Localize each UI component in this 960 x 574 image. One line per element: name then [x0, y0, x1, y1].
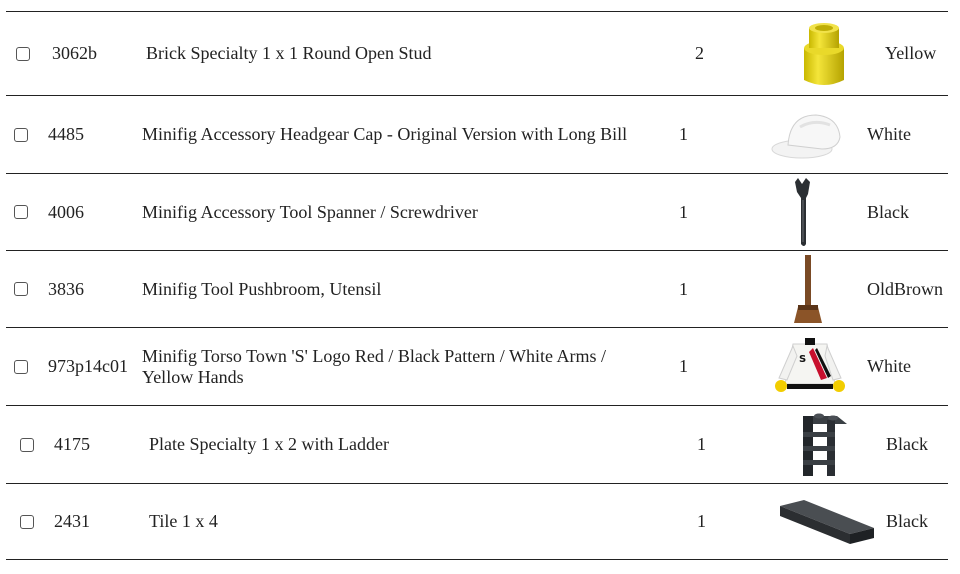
part-name: Plate Specialty 1 x 2 with Ladder [149, 434, 389, 454]
spanner-icon [782, 174, 826, 250]
pushbroom-icon [788, 251, 828, 327]
part-name: Minifig Tool Pushbroom, Utensil [142, 278, 382, 299]
part-id: 973p14c01 [48, 356, 128, 376]
part-name: Brick Specialty 1 x 1 Round Open Stud [146, 43, 432, 63]
table-row [6, 250, 948, 327]
row-checkbox[interactable] [14, 282, 28, 296]
row-checkbox[interactable] [14, 360, 28, 374]
tile-icon [772, 484, 880, 559]
table-row [6, 95, 948, 173]
ladder-plate-icon [790, 406, 856, 483]
part-id: 4006 [48, 201, 84, 222]
part-qty: 1 [697, 434, 706, 454]
part-color: Yellow [885, 43, 937, 63]
table-row [6, 405, 948, 483]
row-checkbox[interactable] [20, 438, 34, 452]
part-qty: 1 [697, 511, 706, 531]
part-name: Minifig Accessory Headgear Cap - Original Version with Long Bill [142, 124, 628, 144]
part-qty: 1 [679, 356, 688, 376]
part-color: Black [886, 434, 928, 454]
part-id: 4485 [48, 124, 84, 144]
table-row [6, 327, 948, 405]
round-brick-icon [792, 12, 856, 95]
row-checkbox[interactable] [20, 515, 34, 529]
part-color: Black [867, 201, 909, 222]
part-name: Tile 1 x 4 [149, 511, 218, 531]
part-color: White [867, 124, 911, 144]
row-checkbox[interactable] [14, 128, 28, 142]
part-qty: 2 [695, 43, 704, 63]
part-qty: 1 [679, 124, 688, 144]
part-id: 2431 [54, 511, 90, 531]
part-color: OldBrown [867, 278, 943, 299]
table-row [6, 173, 948, 250]
part-id: 4175 [54, 434, 90, 454]
part-qty: 1 [679, 278, 688, 299]
part-id: 3836 [48, 278, 84, 299]
table-row [6, 483, 948, 560]
row-checkbox[interactable] [16, 47, 30, 61]
table-row [6, 11, 948, 95]
row-checkbox[interactable] [14, 205, 28, 219]
part-color: White [867, 356, 911, 376]
part-color: Black [886, 511, 928, 531]
part-qty: 1 [679, 201, 688, 222]
part-name: Minifig Torso Town 'S' Logo Red / Black Pattern / White Arms / Yellow Hands [142, 345, 606, 387]
cap-icon [764, 96, 854, 173]
part-name: Minifig Accessory Tool Spanner / Screwdriver [142, 201, 478, 222]
svg-text:S: S [799, 353, 807, 365]
part-id: 3062b [52, 43, 97, 63]
torso-icon [768, 328, 854, 405]
